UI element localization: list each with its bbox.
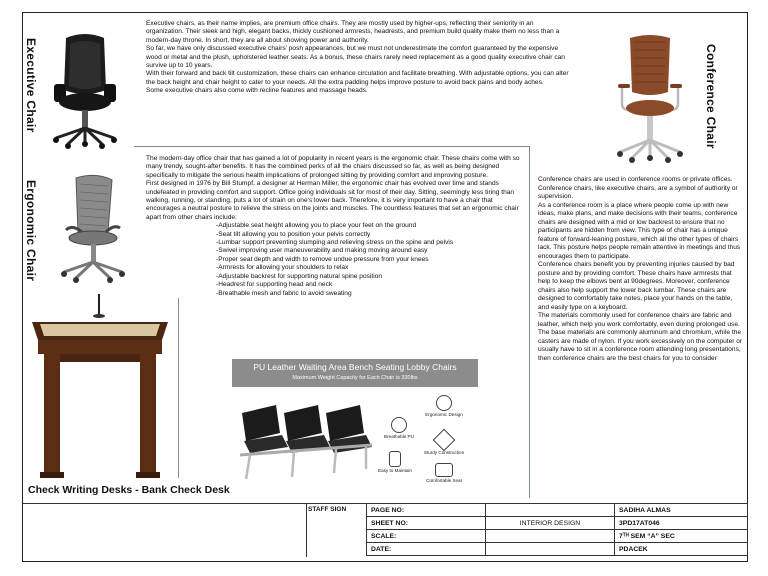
feature-breathable-pu xyxy=(374,417,424,439)
executive-paragraph: So far, we have only discussed executive chairs' posh appearances, but we must not underestimate the comfort guaranteed by the expensive wood or metal and the plush, upholstered leather seats. As a bonus, these chairs rarely need replacement as a good quality executive chair can survive up to 10 years. xyxy=(146,45,565,70)
title-block-divider xyxy=(306,503,307,557)
feature-item: -Adjustable backrest for supporting natural spine position xyxy=(216,272,383,280)
easy-to-maintain-icon xyxy=(389,451,401,467)
executive-paragraph: With their forward and back tilt customization, these chairs can enhance circulation and facilitate breathing. With adjustable options, you can alter the back height and chair height to cater to your needs. All the extra padding helps improve posture to avoid back pains and body aches. xyxy=(146,70,569,86)
conference-chair-description xyxy=(538,176,744,363)
blank-cell xyxy=(486,543,615,556)
subject-name: INTERIOR DESIGN xyxy=(486,517,615,530)
feature-label: Easy to Maintain xyxy=(378,468,412,473)
section-divider xyxy=(178,298,179,478)
title-block xyxy=(22,503,748,561)
feature-item: -Armrests for allowing your shoulders to relax xyxy=(216,264,349,272)
feature-item: -Seat tilt allowing you to position your pelvis correctly xyxy=(216,230,371,238)
feature-label: Breathable PU xyxy=(384,434,414,439)
feature-item: -Swivel improving user maneuverability and making moving around easy xyxy=(216,247,428,255)
section-divider xyxy=(134,146,530,147)
college-code: PDACEK xyxy=(615,543,748,556)
feature-item: -Proper seat depth and width to remove undue pressure from your knees xyxy=(216,255,429,263)
feature-item: -Headrest for supporting head and neck xyxy=(216,281,333,289)
ergonomic-chair-image xyxy=(52,172,134,284)
ergonomic-feature-list xyxy=(146,222,528,298)
staff-sign-label: STAFF SIGN xyxy=(308,506,347,513)
ergonomic-design-icon xyxy=(436,395,452,411)
feature-item: -Adjustable seat height allowing you to place your feet on the ground xyxy=(216,222,417,230)
section-divider xyxy=(529,146,530,498)
feature-comfortable-seat xyxy=(419,463,469,483)
executive-chair-title: Executive Chair xyxy=(24,38,38,133)
semester-section: 7ᵀᴴ SEM “A” SEC xyxy=(615,530,748,543)
executive-chair-image xyxy=(48,32,122,150)
conference-paragraph: Conference chairs benefit you by preventing injuries caused by bad posture and by providing comfort. These chairs have armrests that help to keep the elbows bent at 90degrees. Moreover, conference chairs also help support the lower back lumbar. These chairs are designed to comfortably take notes, place your hands on the table, and easily type on a keyboard. xyxy=(538,261,735,311)
comfortable-seat-icon xyxy=(435,463,453,477)
blank-cell xyxy=(486,504,615,517)
conference-chair-image xyxy=(610,30,690,166)
conference-paragraph: Conference chairs are used in conference rooms or private offices. Conference chairs, like executive chairs, are a symbol of authority or supervision. xyxy=(538,176,738,200)
check-desk-title: Check Writing Desks - Bank Check Desk xyxy=(28,484,230,496)
ergonomic-chair-description xyxy=(146,155,528,298)
scale-label: SCALE: xyxy=(367,530,486,543)
executive-paragraph: Some executive chairs also come with recline features and massage heads. xyxy=(146,87,368,95)
ergonomic-paragraph: First designed in 1976 by Bill Stumpf, a designer at Herman Miller, the ergonomic chair has evolved over time and stands undefeated in providing comfort and support. Office going individuals sit for most of their day. Sitting, seemingly less tiring than walking, running, or standing, puts a lot of strain on one's lower back. Therefore, it is very important to have a chair that encourages a neutral posture to relieve the stress on the joints and muscles. The countless features that set an ergonomic chair apart from other chairs include: xyxy=(146,180,519,221)
page-no-label: PAGE NO: xyxy=(367,504,486,517)
bench-illustration xyxy=(236,393,376,485)
sturdy-construction-icon xyxy=(433,429,456,452)
conference-chair-title: Conference Chair xyxy=(704,44,718,149)
blank-cell xyxy=(486,530,615,543)
executive-chair-description xyxy=(146,20,572,96)
executive-paragraph: Executive chairs, as their name implies, are premium office chairs. They are mostly used by higher-ups, reflecting their seniority in an organization. Their sleek and high, elegant backs, thickly cushioned armrests, headrests, and premium build quality make them no less than a modern-day throne. In short, they are all about showing power and authority. xyxy=(146,20,560,44)
conference-paragraph: As a conference room is a place where people come up with new ideas, make plans, and make decisions with their teams, conference chairs are designed with a mid or low backrest to ensure that no participants are hidden from view. This type of chair has a unique feature of forward-leaning posture, which all the other types of chairs lack. This posture helps people remain attentive in meetings and thus encourages them to participate. xyxy=(538,201,741,260)
title-block-table xyxy=(366,503,748,556)
title-block-top-rule xyxy=(22,503,366,504)
lobby-bench-image xyxy=(232,359,478,489)
student-name: SADIHA ALMAS xyxy=(615,504,748,517)
sheet-no-label: SHEET NO: xyxy=(367,517,486,530)
date-label: DATE: xyxy=(367,543,486,556)
feature-label: Comfortable Seat xyxy=(426,478,462,483)
ergonomic-paragraph: The modern-day office chair that has gained a lot of popularity in recent years is the ergonomic chair. These chairs come with so many trendy, sought-after benefits. It has the combined perks of all the chairs discussed so far, as well as being designed specifically to mitigate the serious health implications of prolonged sitting by providing comfort and improving posture. xyxy=(146,155,520,179)
conference-paragraph: The materials commonly used for conference chairs are fabric and leather, which help you work comfortably, even during prolonged use. The base materials are commonly aluminum and chromium, while the casters are made of nylon. If you work excessively on the computer or usually have to sit in a conference room attending long presentations, then conference chairs are the best chairs for you to consider xyxy=(538,312,743,362)
bench-title: PU Leather Waiting Area Bench Seating Lobby Chairs xyxy=(253,362,457,372)
feature-label: Ergonomic Design xyxy=(425,412,463,417)
feature-ergonomic-design xyxy=(419,395,469,417)
bench-banner xyxy=(232,359,478,387)
feature-label: Sturdy Construction xyxy=(423,450,465,455)
feature-easy-to-maintain xyxy=(370,451,420,473)
feature-item: -Lumbar support preventing slumping and relieving stress on the spine and pelvis xyxy=(216,239,454,247)
feature-sturdy-construction xyxy=(419,431,469,455)
ergonomic-chair-title: Ergonomic Chair xyxy=(24,180,38,282)
bench-subtitle: Maximum Weight Capacity for Each Chair is 330lbs xyxy=(292,375,418,381)
breathable-pu-icon xyxy=(391,417,407,433)
roll-number: 3PD17AT046 xyxy=(615,517,748,530)
check-writing-desk-image xyxy=(30,294,170,480)
feature-item: -Breathable mesh and fabric to avoid sweating xyxy=(216,289,352,297)
